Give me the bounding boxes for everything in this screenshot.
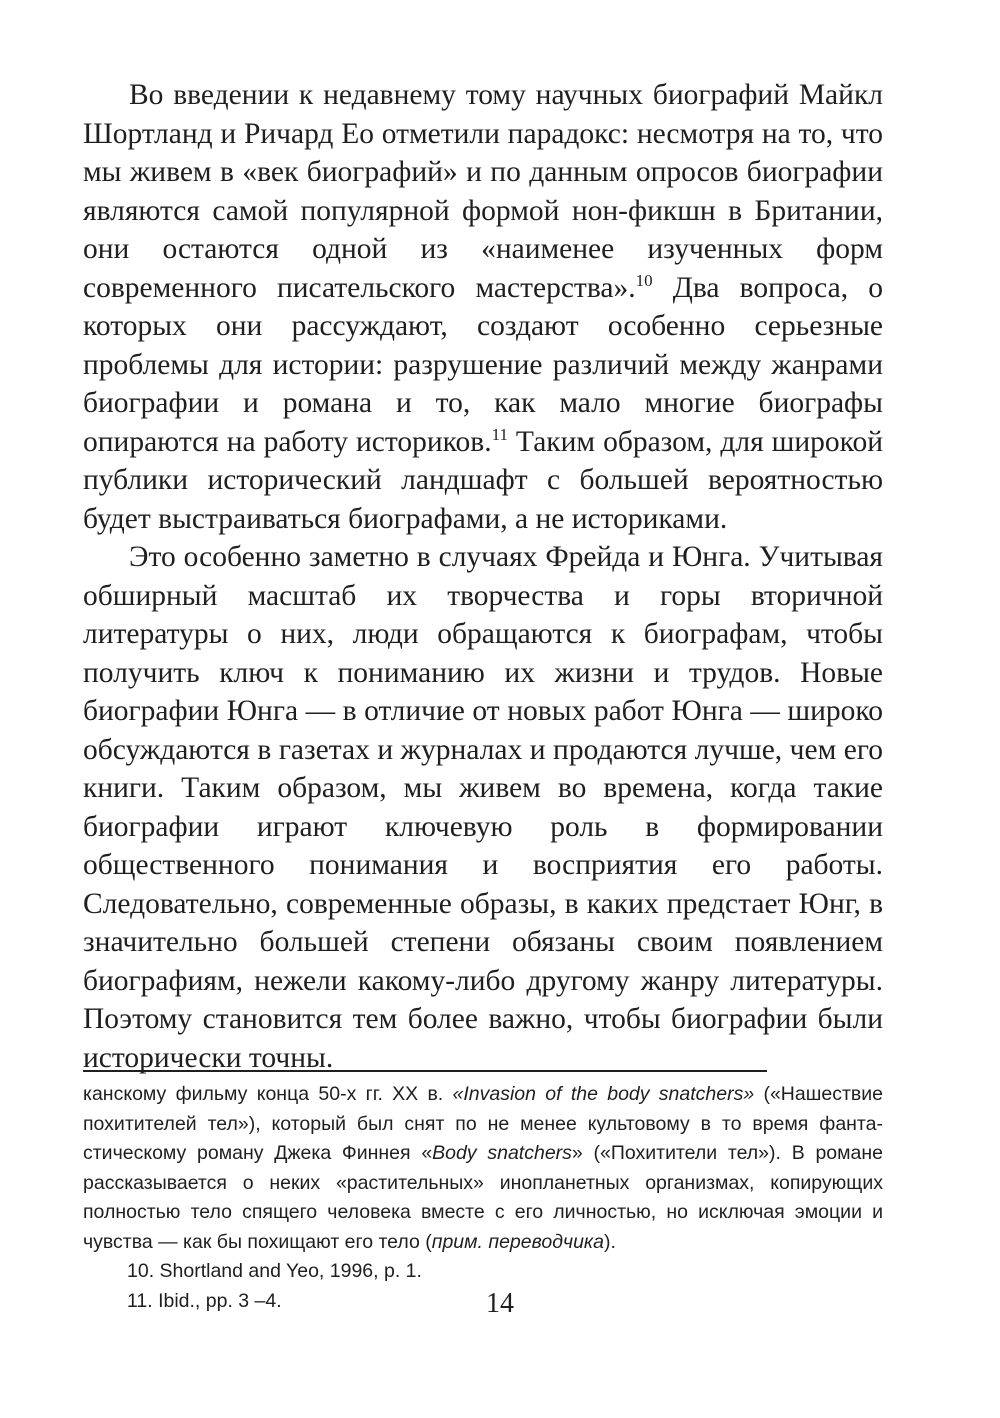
main-text <box>83 76 883 1077</box>
footnote-continued-italic-3: прим. переводчика <box>431 1230 604 1253</box>
footnote-continued-italic-1: «Invasion of the body snatchers» <box>452 1083 755 1105</box>
footnote-continued-text-1: канскому фильму конца 50-х гг. XX в. <box>83 1083 453 1105</box>
footnote-continued-text-3: » («Похитители тел»). В романе рассказывается о неких «растительных» инопланетных организмах, копирующих полностью тело спящего человека вместе с его личностью, но исключая эмоции и чувства — как бы похищают его тело ( <box>83 1142 884 1253</box>
footnote-10: 10. Shortland and Yeo, 1996, p. 1. <box>127 1260 422 1282</box>
paragraph-2: Это особенно заметно в случаях Фрейда и Юнга. Учитывая обширный масштаб их творчества и горы вторичной литературы о них, люди обращаются к биографам, чтобы получить ключ к пониманию их жизни и трудов. Новые биографии Юнга — в отличие от новых работ Юнга — широко обсуждаются в газетах и журналах и продаются лучше, чем его книги. Таким образом, мы живем во времена, когда такие биографии играют ключевую роль в формировании общественного понимания и восприятия его работы. Следовательно, современные образы, в каких предстает Юнг, в значительно большей степени обязаны своим появлением биографиям, нежели какому-либо другому жанру литературы. Поэтому становится тем более важно, чтобы биографии были исторически точны. <box>83 541 883 1074</box>
paragraph-1-part-a: Во введении к недавнему тому научных биографий Майкл Шортланд и Ричард Ео отметили парадокс: несмотря на то, что мы живем в «век биографий» и по данным опросов биографии являются самой популярной формой нон-фикшн в Британии, они остаются одной из «наименее изученных форм современного писательского мастерства». <box>83 79 883 304</box>
paragraph-1-part-b: Два вопроса, о которых они рассуждают, создают особенно серьезные проблемы для истории: разрушение различий между жанрами биографии и романа и то, как мало многие биографы опираются на работу историков. <box>83 271 883 458</box>
footnote-separator <box>83 1070 767 1072</box>
page-number: 14 <box>486 1288 514 1319</box>
paragraph-1 <box>83 76 883 538</box>
footnote-continued-text-4: ). <box>604 1230 616 1253</box>
footnote-continued-text-2: («Нашествие похитителей тел»), который был снят по не менее культовому в то время фантастическому роману Джека Финнея « <box>83 1083 884 1164</box>
footnote-continued-italic-2: Body snatchers <box>432 1142 572 1164</box>
footnote-11: 11. Ibid., pp. 3 –4. <box>127 1289 282 1312</box>
footnote-ref-10[interactable]: 10 <box>635 270 653 290</box>
footnote-continued <box>83 1080 883 1257</box>
paragraph-1-part-c: Таким образом, для широкой публики исторический ландшафт с большей вероятностью будет выстраиваться биографами, а не историками. <box>83 425 884 535</box>
footnote-ref-11[interactable]: 11 <box>491 424 508 444</box>
footnotes <box>83 1080 883 1316</box>
